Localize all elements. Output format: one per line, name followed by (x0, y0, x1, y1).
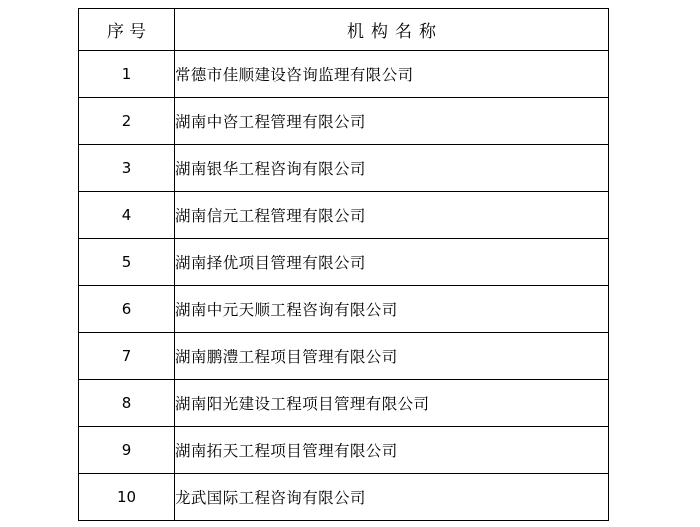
row-organization-name: 湖南拓天工程项目管理有限公司 (175, 427, 609, 474)
row-organization-name: 湖南银华工程咨询有限公司 (175, 145, 609, 192)
organization-table-wrapper (78, 8, 608, 521)
table-header (79, 9, 609, 51)
row-organization-name: 龙武国际工程咨询有限公司 (175, 474, 609, 521)
row-organization-name: 湖南阳光建设工程项目管理有限公司 (175, 380, 609, 427)
table-row (79, 427, 609, 474)
row-index: 10 (79, 474, 175, 521)
row-index: 9 (79, 427, 175, 474)
table-row (79, 286, 609, 333)
table-row (79, 380, 609, 427)
table-row (79, 98, 609, 145)
row-index: 8 (79, 380, 175, 427)
organization-table (78, 8, 609, 521)
table-row (79, 239, 609, 286)
table-body (79, 51, 609, 521)
row-organization-name: 常德市佳顺建设咨询监理有限公司 (175, 51, 609, 98)
row-index: 5 (79, 239, 175, 286)
row-organization-name: 湖南鹏澧工程项目管理有限公司 (175, 333, 609, 380)
row-index: 4 (79, 192, 175, 239)
row-index: 7 (79, 333, 175, 380)
row-index: 2 (79, 98, 175, 145)
table-header-row (79, 9, 609, 51)
row-index: 6 (79, 286, 175, 333)
table-row (79, 333, 609, 380)
column-header-name: 机构名称 (175, 9, 609, 51)
row-organization-name: 湖南中咨工程管理有限公司 (175, 98, 609, 145)
table-row (79, 51, 609, 98)
row-index: 3 (79, 145, 175, 192)
row-index: 1 (79, 51, 175, 98)
column-header-index: 序号 (79, 9, 175, 51)
table-row (79, 145, 609, 192)
row-organization-name: 湖南择优项目管理有限公司 (175, 239, 609, 286)
row-organization-name: 湖南中元天顺工程咨询有限公司 (175, 286, 609, 333)
table-row (79, 474, 609, 521)
table-row (79, 192, 609, 239)
row-organization-name: 湖南信元工程管理有限公司 (175, 192, 609, 239)
